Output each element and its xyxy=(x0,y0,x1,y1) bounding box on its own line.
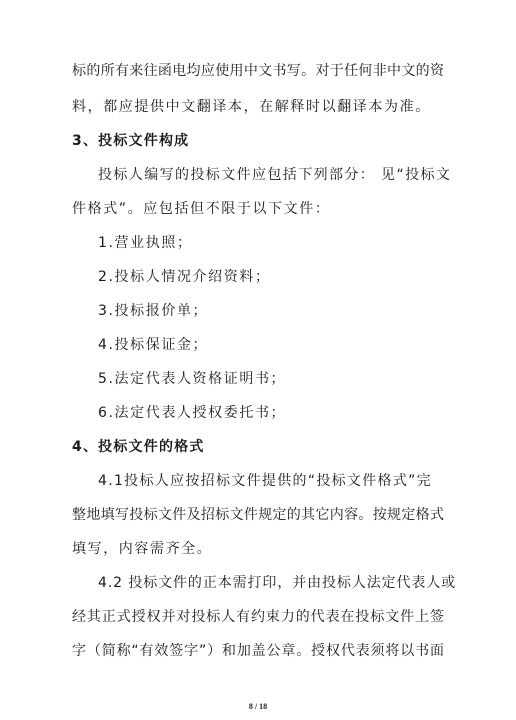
list-item: 3.投标报价单； xyxy=(98,303,209,319)
paragraph-line: 4.1投标人应按招标文件提供的“投标文件格式”完 xyxy=(98,473,432,489)
paragraph-line: 填写，内容需齐全。 xyxy=(72,541,213,557)
list-item: 6.法定代表人授权委托书； xyxy=(98,405,287,421)
paragraph-line: 整地填写投标文件及招标文件规定的其它内容。按规定格式 xyxy=(72,507,444,523)
section-heading-4: 4、投标文件的格式 xyxy=(72,439,205,455)
list-item: 5.法定代表人资格证明书； xyxy=(98,371,287,387)
section-heading-3: 3、投标文件构成 xyxy=(72,133,190,149)
paragraph-line: 4.2 投标文件的正本需打印，并由投标人法定代表人或 xyxy=(98,575,457,591)
paragraph-line: 经其正式授权并对投标人有约束力的代表在投标文件上签 xyxy=(72,609,444,625)
paragraph-line: 料，都应提供中文翻译本，在解释时以翻译本为准。 xyxy=(72,99,431,115)
list-item: 1.营业执照； xyxy=(98,235,193,251)
list-item: 2.投标人情况介绍资料； xyxy=(98,269,271,285)
list-item: 4.投标保证金； xyxy=(98,337,209,353)
paragraph-line: 件格式”。应包括但不限于以下文件： xyxy=(72,201,331,217)
paragraph-line: 投标人编写的投标文件应包括下列部分： 见“投标文 xyxy=(98,167,452,183)
paragraph-line: 标的所有来往函电均应使用中文书写。对于任何非中文的资 xyxy=(72,63,444,79)
page-number: 8 / 18 xyxy=(248,702,268,711)
paragraph-line: 字（简称“有效签字”）和加盖公章。授权代表须将以书面 xyxy=(72,643,444,659)
